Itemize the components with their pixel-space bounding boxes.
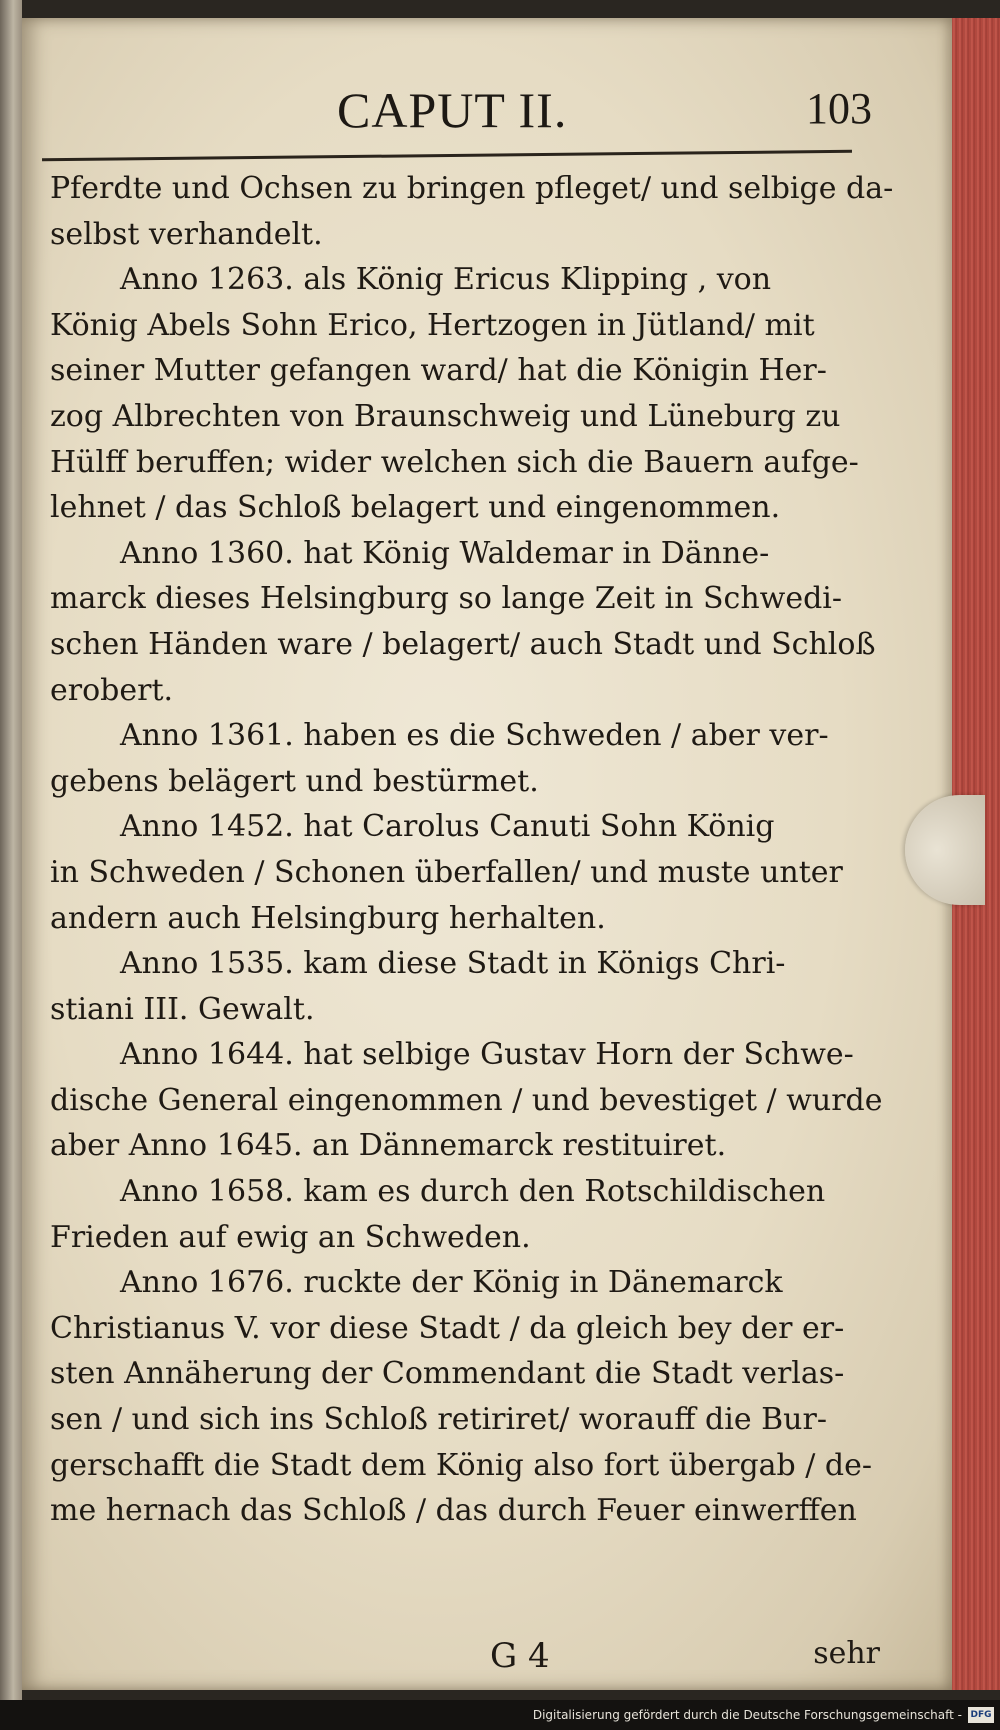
text-line: in Schweden / Schonen überfallen/ und muste unter bbox=[50, 854, 843, 890]
page-number: 103 bbox=[806, 84, 872, 133]
text-line: gebens belägert und bestürmet. bbox=[50, 763, 539, 799]
body-text bbox=[50, 166, 900, 1676]
text-line: Christianus V. vor diese Stadt / da gleich bey der er- bbox=[50, 1310, 845, 1346]
text-line: zog Albrechten von Braunschweig und Lüneburg zu bbox=[50, 398, 841, 434]
text-line: Pferdte und Ochsen zu bringen pfleget/ und selbige da- bbox=[50, 171, 894, 206]
signature-mark: G 4 bbox=[490, 1636, 550, 1676]
catchword: sehr bbox=[813, 1636, 880, 1671]
text-line: aber Anno 1645. an Dännemarck restituiret. bbox=[50, 1128, 727, 1164]
text-line: Frieden auf ewig an Schweden. bbox=[50, 1219, 531, 1255]
page-footer bbox=[50, 1636, 900, 1682]
text-line: me hernach das Schloß / das durch Feuer einwerffen bbox=[50, 1493, 857, 1529]
header-rule bbox=[42, 150, 852, 161]
page-header bbox=[52, 73, 872, 143]
text-line: Anno 1535. kam diese Stadt in Königs Chri- bbox=[120, 946, 786, 982]
text-line: Anno 1360. hat König Waldemar in Dänne- bbox=[120, 535, 770, 571]
text-line: König Abels Sohn Erico, Hertzogen in Jütland/ mit bbox=[50, 307, 815, 343]
text-line: gerschafft die Stadt dem König also fort übergab / de- bbox=[50, 1447, 873, 1483]
text-line: Hülff beruffen; wider welchen sich die Bauern aufge- bbox=[50, 444, 859, 480]
text-line: schen Händen ware / belagert/ auch Stadt und Schloß bbox=[50, 626, 876, 662]
text-line: selbst verhandelt. bbox=[50, 216, 323, 252]
dfg-logo: DFG bbox=[968, 1707, 994, 1723]
text-line: Anno 1452. hat Carolus Canuti Sohn König bbox=[120, 809, 775, 845]
previous-page-edge bbox=[0, 0, 22, 1700]
text-line: Anno 1676. ruckte der König in Dänemarck bbox=[120, 1265, 783, 1301]
text-line: Anno 1263. als König Ericus Klipping , von bbox=[120, 262, 772, 298]
text-line: Anno 1361. haben es die Schweden / aber ver- bbox=[120, 718, 829, 754]
running-head: CAPUT II. bbox=[337, 82, 568, 138]
text-line: Anno 1658. kam es durch den Rotschildischen bbox=[120, 1174, 826, 1210]
text-line: seiner Mutter gefangen ward/ hat die Königin Her- bbox=[50, 353, 827, 389]
book-page bbox=[22, 18, 952, 1690]
text-line: Anno 1644. hat selbige Gustav Horn der Schwe- bbox=[120, 1037, 854, 1073]
text-line: erobert. bbox=[50, 672, 174, 708]
text-line: andern auch Helsingburg herhalten. bbox=[50, 900, 606, 936]
text-line: lehnet / das Schloß belagert und eingenommen. bbox=[50, 490, 781, 526]
text-line: marck dieses Helsingburg so lange Zeit in Schwedi- bbox=[50, 581, 843, 617]
text-line: sen / und sich ins Schloß retiriret/ worauff die Bur- bbox=[50, 1402, 827, 1438]
text-line: sten Annäherung der Commendant die Stadt verlas- bbox=[50, 1356, 845, 1392]
digitization-credit bbox=[0, 1700, 1000, 1730]
credit-text: Digitalisierung gefördert durch die Deutsche Forschungsgemeinschaft - bbox=[532, 1708, 962, 1722]
text-line: dische General eingenommen / und bevestiget / wurde bbox=[50, 1082, 883, 1118]
text-line: stiani III. Gewalt. bbox=[50, 991, 315, 1027]
